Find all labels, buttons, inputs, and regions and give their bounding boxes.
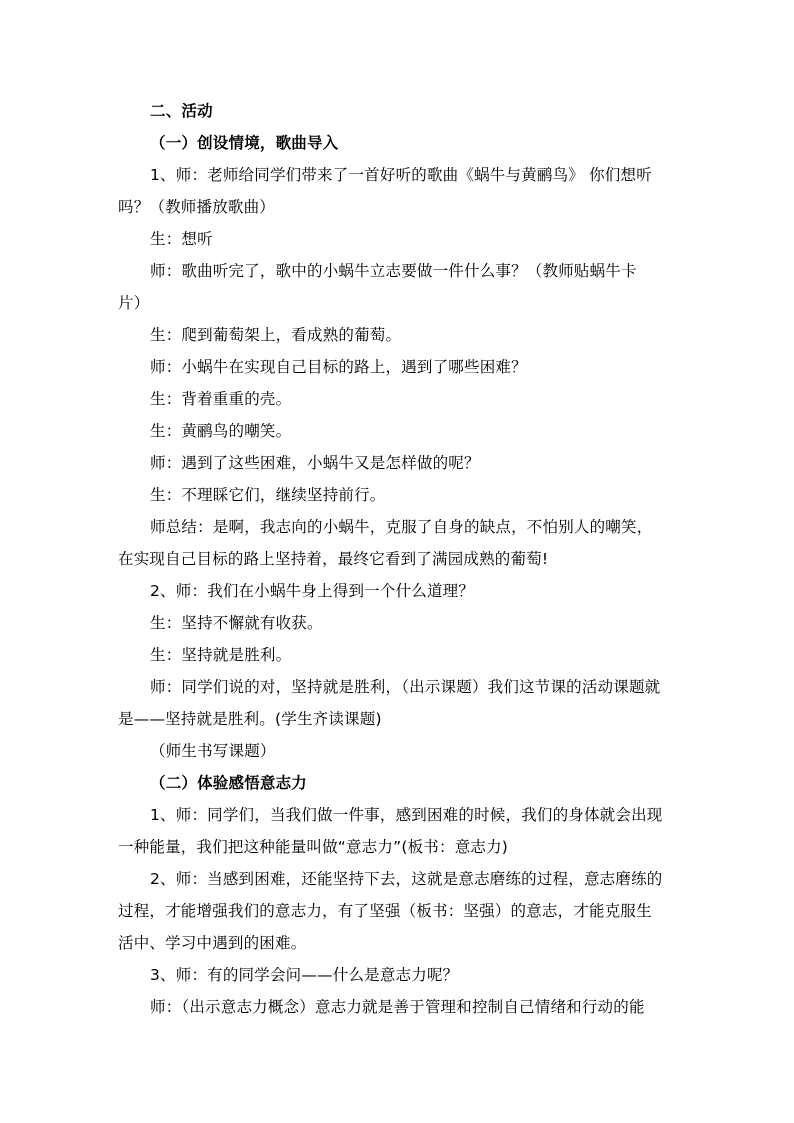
paragraph-line: 生：背着重重的壳。 (150, 390, 292, 408)
subsection-heading-1: （一）创设情境，歌曲导入 (150, 134, 339, 152)
paragraph-line: 吗？（教师播放歌曲） (118, 198, 276, 216)
paragraph-line: 在实现自己目标的路上坚持着，最终它看到了满园成熟的葡萄! (118, 550, 549, 568)
paragraph-line: 生：想听 (150, 230, 213, 248)
paragraph-line: 生：坚持就是胜利。 (150, 646, 292, 664)
paragraph-line: 师：（出示意志力概念）意志力就是善于管理和控制自己情绪和行动的能 (150, 998, 645, 1016)
section-heading-activities: 二、活动 (150, 102, 213, 120)
paragraph-line: 1、师：老师给同学们带来了一首好听的歌曲《蜗牛与黄鹂鸟》 你们想听 (150, 166, 652, 184)
paragraph-line: 师：小蜗牛在实现自己目标的路上，遇到了哪些困难？ (150, 358, 527, 376)
paragraph-line: 一种能量，我们把这种能量叫做“意志力”(板书：意志力) (118, 838, 509, 856)
paragraph-line: 师总结：是啊，我志向的小蜗牛，克服了自身的缺点，不怕别人的嘲笑， (150, 518, 653, 536)
paragraph-line: 生：黄鹂鸟的嘲笑。 (150, 422, 292, 440)
paragraph-line: 1、师：同学们，当我们做一件事，感到困难的时候，我们的身体就会出现 (150, 806, 663, 824)
paragraph-line: 生：坚持不懈就有收获。 (150, 614, 323, 632)
paragraph-line: 师：遇到了这些困难，小蜗牛又是怎样做的呢？ (150, 454, 480, 472)
paragraph-line: 是——坚持就是胜利。(学生齐读课题) (118, 710, 382, 728)
paragraph-line: 片） (118, 294, 150, 312)
paragraph-line: 过程，才能增强我们的意志力，有了坚强（板书：坚强）的意志，才能克服生 (118, 902, 652, 920)
paragraph-line: 活中、学习中遇到的困难。 (118, 934, 307, 952)
paragraph-line: 师：歌曲听完了，歌中的小蜗牛立志要做一件什么事？（教师贴蜗牛卡 (150, 262, 637, 280)
paragraph-line: 2、师：当感到困难，还能坚持下去，这就是意志磨练的过程，意志磨练的 (150, 870, 663, 888)
paragraph-line: 生：爬到葡萄架上，看成熟的葡萄。 (150, 326, 402, 344)
paragraph-line: 生：不理睬它们，继续坚持前行。 (150, 486, 386, 504)
paragraph-line: 师：同学们说的对，坚持就是胜利，（出示课题）我们这节课的活动课题就 (150, 678, 661, 696)
paragraph-line: 2、师：我们在小蜗牛身上得到一个什么道理？ (150, 582, 475, 600)
paragraph-line: 3、师：有的同学会问——什么是意志力呢？ (150, 966, 459, 984)
paragraph-line: （师生书写课题） (150, 742, 276, 760)
subsection-heading-2: （二）体验感悟意志力 (150, 774, 308, 792)
